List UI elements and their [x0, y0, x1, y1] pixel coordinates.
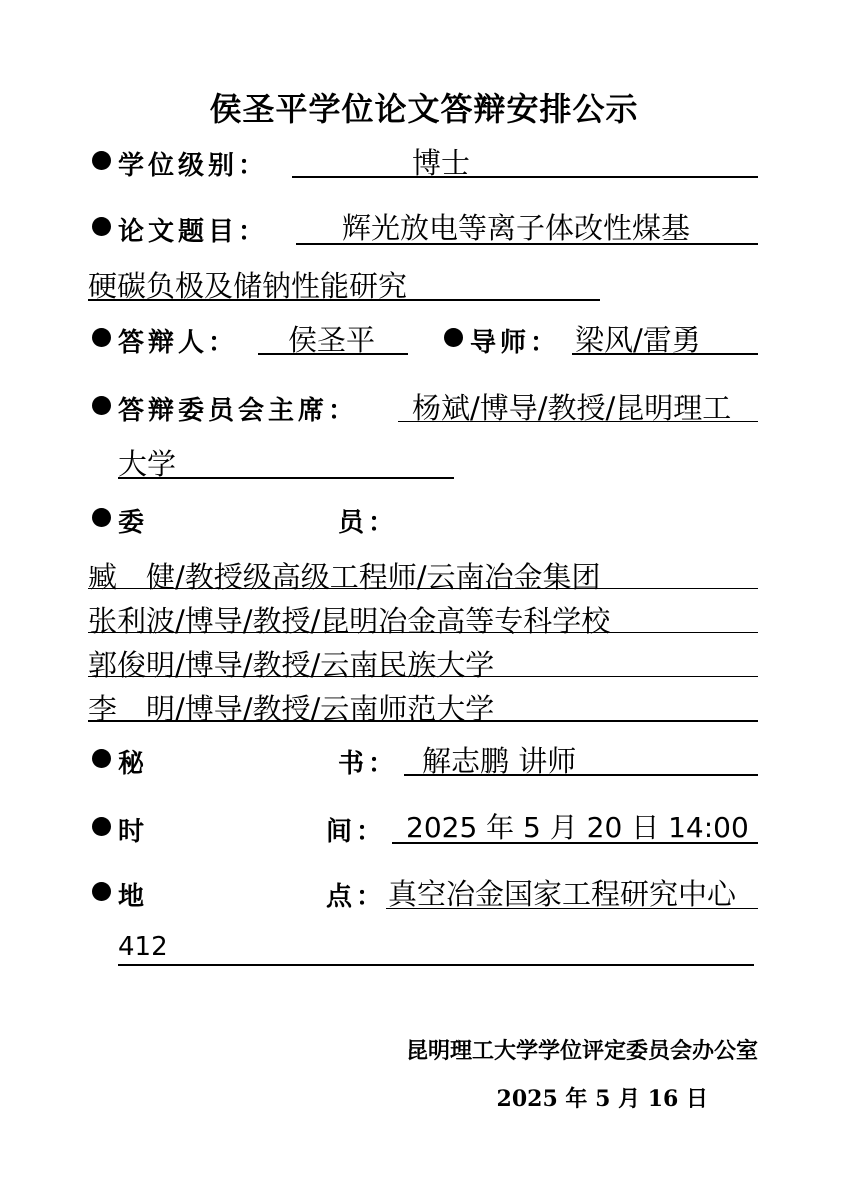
member-underline-3 [88, 676, 758, 677]
bullet-icon [92, 817, 111, 836]
place-label-right: 点： [326, 882, 387, 912]
member-underline-1 [88, 588, 758, 589]
time-underline [392, 842, 758, 844]
place-value-line2: 412 [118, 932, 168, 962]
defender-underline [258, 353, 408, 355]
degree-label: 学位级别： [118, 151, 269, 181]
place-value-line1: 真空冶金国家工程研究中心 [388, 877, 737, 911]
secretary-label-right: 书： [338, 749, 399, 779]
thesis-underline-2 [88, 299, 600, 301]
chair-label: 答辩委员会主席： [118, 396, 359, 426]
chair-value-line2: 大学 [118, 447, 177, 481]
bullet-icon [92, 217, 111, 236]
page-title: 侯圣平学位论文答辩安排公示 [209, 90, 639, 128]
secretary-underline [404, 774, 758, 776]
member-3: 郭俊明/博导/教授/云南民族大学 [88, 648, 495, 682]
bullet-icon [92, 151, 111, 170]
bullet-icon [444, 328, 463, 347]
advisor-underline [572, 353, 758, 355]
members-label-right: 员： [338, 508, 399, 538]
secretary-label-left: 秘 [118, 749, 149, 779]
members-label-left: 委 [118, 508, 149, 538]
member-2: 张利波/博导/教授/昆明冶金高等专科学校 [88, 604, 611, 638]
bullet-icon [92, 328, 111, 347]
chair-underline-1 [398, 421, 758, 422]
place-underline-1 [386, 908, 758, 909]
chair-underline-2 [118, 477, 454, 479]
advisor-label: 导师： [470, 328, 561, 358]
thesis-underline-1 [296, 243, 758, 245]
defender-label: 答辩人： [118, 328, 239, 358]
time-label-left: 时 [118, 817, 149, 847]
issuing-office: 昆明理工大学学位评定委员会办公室 [405, 1038, 758, 1064]
bullet-icon [92, 396, 111, 415]
member-1: 臧 健/教授级高级工程师/云南冶金集团 [88, 560, 601, 594]
defender-value: 侯圣平 [288, 323, 376, 357]
place-label-left: 地 [118, 882, 149, 912]
secretary-value: 解志鹏 讲师 [422, 744, 577, 778]
time-value: 2025 年 5 月 20 日 14:00 [406, 811, 749, 844]
thesis-title-line1: 辉光放电等离子体改性煤基 [342, 211, 691, 245]
member-4: 李 明/博导/教授/云南师范大学 [88, 692, 495, 726]
degree-value: 博士 [412, 146, 471, 180]
place-underline-2 [118, 964, 754, 966]
member-underline-2 [88, 632, 758, 633]
bullet-icon [92, 882, 111, 901]
thesis-title-line2: 硬碳负极及储钠性能研究 [88, 269, 408, 303]
member-underline-4 [88, 720, 758, 722]
degree-underline [292, 176, 758, 178]
chair-value-line1: 杨斌/博导/教授/昆明理工 [412, 391, 732, 425]
issue-date: 2025 年 5 月 16 日 [496, 1086, 708, 1112]
time-label-right: 间： [326, 817, 387, 847]
thesis-label: 论文题目： [118, 217, 269, 247]
advisor-value: 梁风/雷勇 [575, 323, 701, 357]
bullet-icon [92, 508, 111, 527]
bullet-icon [92, 749, 111, 768]
